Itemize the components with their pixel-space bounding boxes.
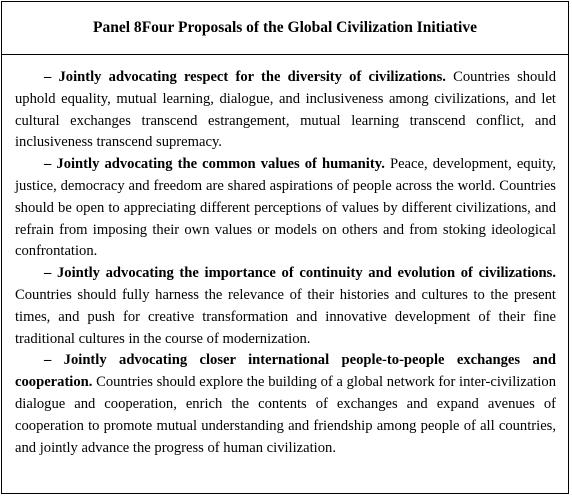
proposal-paragraph xyxy=(15,67,556,154)
proposal-text: Countries should uphold equality, mutual learning, dialogue, and inclusiveness among civilizations, and let cultural exchanges transcend estrangement, mutual learning transcend conflict, and inclusiveness transcend supremacy. xyxy=(15,69,557,151)
proposal-dash: – xyxy=(44,69,52,85)
proposal-paragraph xyxy=(15,350,556,459)
proposal-heading: Jointly advocating the common values of humanity. xyxy=(56,156,385,173)
proposal-heading: Jointly advocating closer international people-to-people exchanges and cooperation. xyxy=(15,352,556,391)
proposal-dash: – xyxy=(44,352,52,369)
panel-number: Panel 8 xyxy=(93,19,142,36)
proposal-dash: – xyxy=(44,265,52,282)
proposal-heading: Jointly advocating respect for the diversity of civilizations. xyxy=(58,69,446,85)
proposal-text: Peace, development, equity, justice, democracy and freedom are shared aspirations of people across the world. Countries should be open to appreciating different perceptions of values by different civilizations, and refrain from imposing their own values or models on others and from stoking ideological confrontation. xyxy=(15,156,556,260)
proposal-heading: Jointly advocating the importance of continuity and evolution of civilizations. xyxy=(56,265,556,282)
proposal-dash: – xyxy=(44,156,52,173)
panel-header xyxy=(2,2,568,55)
panel-box xyxy=(1,1,569,494)
proposal-text: Countries should fully harness the relevance of their histories and cultures to the present times, and push for creative transformation and innovative development of their fine traditional cultures in the course of modernization. xyxy=(15,286,556,347)
panel-body xyxy=(15,67,556,459)
proposal-paragraph xyxy=(15,263,556,350)
proposal-text: Countries should explore the building of a global network for inter-civilization dialogue and cooperation, enrich the contents of exchanges and expand avenues of cooperation to promote mutual understanding and friendship among people of all countries, and jointly advance the progress of human civilization. xyxy=(15,374,556,456)
proposal-paragraph xyxy=(15,154,556,263)
panel-title: Four Proposals of the Global Civilization Initiative xyxy=(141,19,477,36)
